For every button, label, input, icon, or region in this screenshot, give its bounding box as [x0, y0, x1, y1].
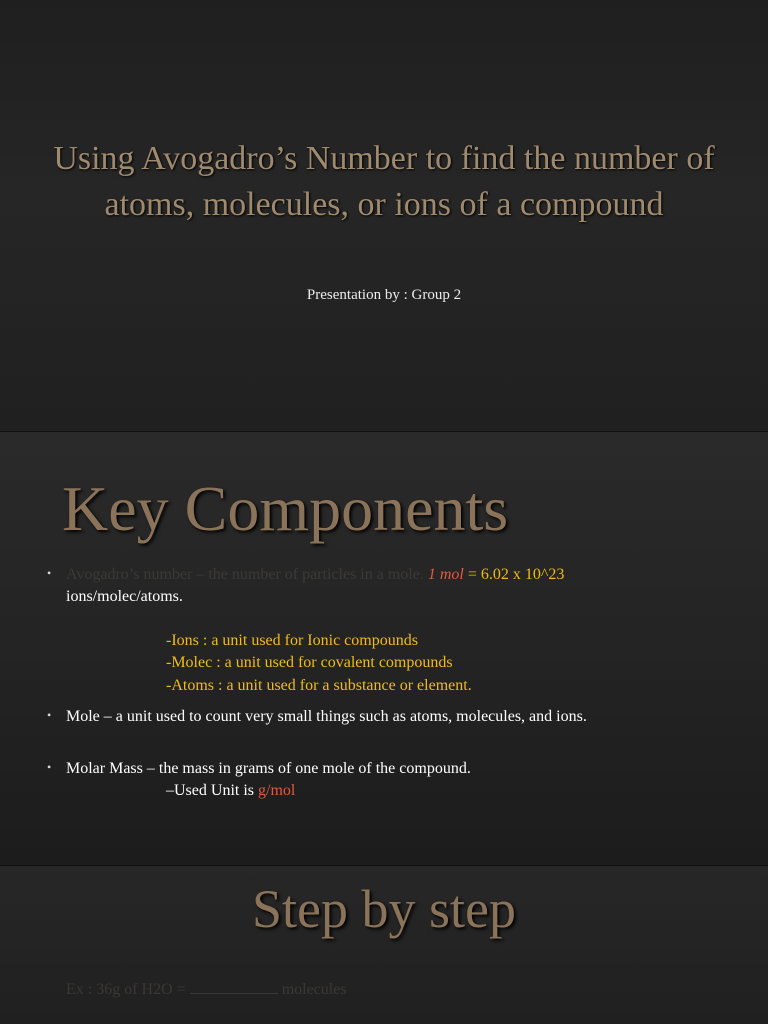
example-problem — [66, 981, 347, 999]
mole-definition: Mole – a unit used to count very small things such as atoms, molecules, and ions. — [66, 708, 587, 725]
example-prefix: Ex : 36g of H2O = — [66, 981, 186, 998]
title-slide — [0, 0, 768, 432]
subitem-molec: -Molec : a unit used for covalent compounds — [166, 654, 453, 671]
subitem-ions: -Ions : a unit used for Ionic compounds — [166, 632, 418, 649]
bullet-icon: • — [47, 760, 52, 774]
presentation-title: Using Avogadro’s Number to find the number of atoms, molecules, or ions of a compound — [53, 140, 715, 223]
bullet-icon: • — [47, 708, 52, 722]
avogadro-definition: Avogadro’s number – the number of particles in a mole. — [66, 566, 428, 583]
unit-prefix: –Used Unit is — [166, 782, 258, 799]
molar-mass-unit: g/mol — [258, 782, 296, 799]
molar-mass-definition: Molar Mass – the mass in grams of one mole of the compound. — [66, 760, 471, 777]
key-components-title: Key Components — [62, 473, 509, 544]
bullet-icon: • — [47, 566, 52, 580]
molar-mass-unit-line — [166, 780, 295, 802]
presentation-subtitle: Presentation by : Group 2 — [306, 287, 462, 303]
step-by-step-title: Step by step — [252, 879, 516, 939]
answer-blank — [190, 993, 278, 994]
example-suffix: molecules — [281, 981, 347, 998]
one-mol: 1 mol — [427, 566, 464, 583]
avogadro-units: ions/molec/atoms. — [66, 588, 183, 605]
avogadro-value: = 6.02 x 10^23 — [463, 566, 565, 583]
subitem-atoms: -Atoms : a unit used for a substance or element. — [166, 677, 472, 694]
